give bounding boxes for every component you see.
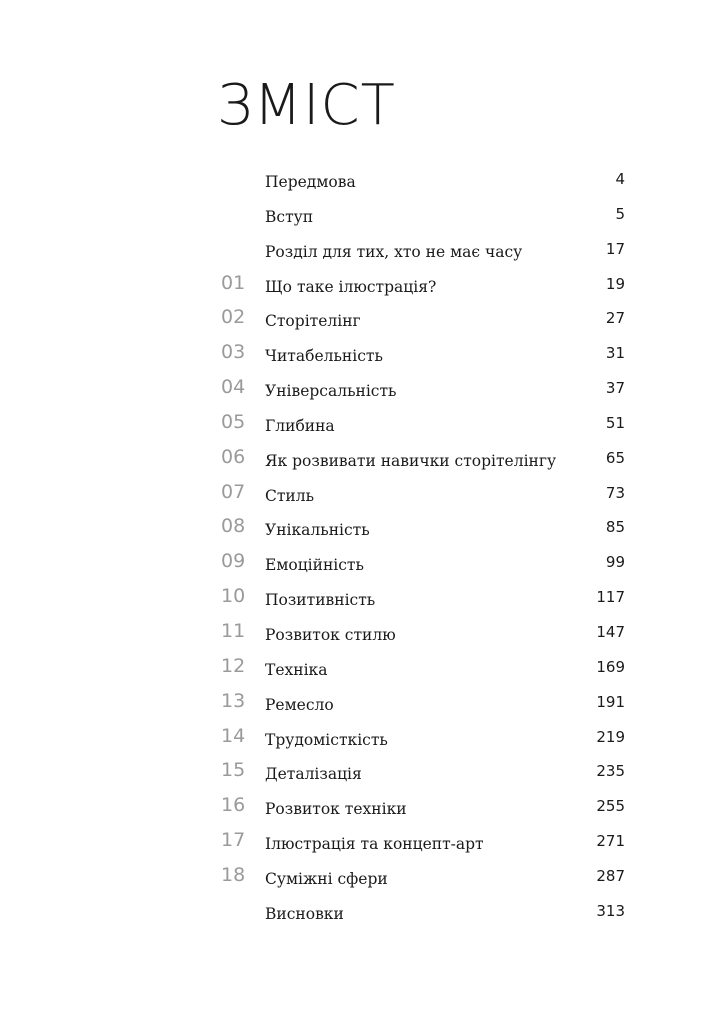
- toc-entry: [0, 514, 719, 549]
- chapter-title: Читабельність: [265, 347, 383, 366]
- chapter-title: Сторітелінг: [265, 312, 361, 331]
- toc-entry: [0, 549, 719, 584]
- chapter-number: 03: [221, 341, 246, 364]
- chapter-number: 13: [221, 689, 246, 712]
- chapter-number: 09: [221, 550, 246, 573]
- chapter-title: Як розвивати навички сторітелінгу: [265, 451, 557, 470]
- chapter-title: Універсальність: [265, 382, 397, 401]
- chapter-number: 08: [221, 515, 246, 538]
- chapter-title: Передмова: [265, 173, 356, 191]
- chapter-title: Емоційність: [265, 556, 364, 575]
- page-number: 255: [596, 797, 625, 816]
- page-number: 85: [605, 518, 625, 537]
- toc-entry: [0, 619, 719, 654]
- chapter-title: Унікальність: [265, 521, 370, 540]
- toc-entry: [0, 480, 719, 515]
- chapter-number: 14: [221, 724, 246, 747]
- chapter-title: Розвиток стилю: [265, 625, 396, 644]
- page-number: 27: [605, 309, 625, 328]
- page-number: 191: [596, 692, 625, 711]
- toc-entry: [0, 689, 719, 724]
- chapter-title: Позитивність: [265, 591, 376, 610]
- chapter-title: Суміжні сфери: [265, 869, 388, 888]
- chapter-number: 05: [221, 410, 246, 433]
- toc-entry: [0, 793, 719, 828]
- chapter-title: Висновки: [265, 904, 344, 923]
- page-number: 313: [596, 901, 625, 920]
- chapter-title: Розділ для тих, хто не має часу: [265, 242, 523, 261]
- page-number: 271: [596, 832, 625, 851]
- chapter-number: 17: [221, 829, 246, 852]
- chapter-number: 02: [221, 306, 246, 329]
- toc-entry: [0, 166, 719, 201]
- page-number: 31: [605, 344, 625, 363]
- chapter-number: 15: [221, 759, 246, 782]
- toc-entry: [0, 898, 719, 933]
- chapter-number: 04: [221, 376, 246, 399]
- table-of-contents: [0, 166, 719, 933]
- toc-entry: [0, 305, 719, 340]
- toc-entry: [0, 410, 719, 445]
- chapter-title: Вступ: [265, 207, 314, 226]
- toc-entry: [0, 375, 719, 410]
- chapter-number: 10: [221, 585, 246, 608]
- page-number: 51: [605, 413, 625, 432]
- chapter-title: Стиль: [265, 486, 315, 505]
- toc-entry: [0, 236, 719, 271]
- toc-entry: [0, 271, 719, 306]
- chapter-number: 06: [221, 445, 246, 468]
- page-number: 17: [605, 239, 625, 258]
- page-number: 117: [596, 588, 625, 607]
- toc-entry: [0, 724, 719, 759]
- toc-entry: [0, 758, 719, 793]
- toc-entry: [0, 340, 719, 375]
- chapter-number: 16: [221, 794, 246, 817]
- page-number: 235: [596, 762, 625, 781]
- page-number: 37: [605, 379, 625, 398]
- page-title: ЗМІСТ: [217, 73, 396, 138]
- page-number: 99: [605, 553, 625, 572]
- chapter-title: Ілюстрація та концепт-арт: [265, 835, 484, 854]
- chapter-number: 12: [221, 654, 246, 677]
- page-number: 287: [596, 866, 625, 885]
- page-number: 169: [596, 657, 625, 676]
- chapter-number: 01: [221, 271, 246, 294]
- toc-entry: [0, 828, 719, 863]
- page-number: 5: [615, 204, 625, 223]
- chapter-title: Глибина: [265, 416, 335, 435]
- page-number: 19: [605, 274, 625, 293]
- chapter-number: 18: [221, 863, 246, 886]
- page-number: 219: [596, 727, 625, 746]
- chapter-title: Деталізація: [265, 765, 362, 784]
- toc-entry: [0, 654, 719, 689]
- chapter-number: 07: [221, 480, 246, 503]
- chapter-title: Розвиток техніки: [265, 800, 407, 819]
- chapter-title: Що таке ілюстрація?: [265, 277, 437, 296]
- chapter-title: Трудомісткість: [265, 730, 388, 749]
- toc-entry: [0, 863, 719, 898]
- page-number: 4: [615, 170, 625, 188]
- page-number: 65: [605, 448, 625, 467]
- chapter-number: 11: [221, 619, 246, 642]
- page-number: 147: [596, 622, 625, 641]
- chapter-title: Техніка: [265, 660, 328, 679]
- toc-entry: [0, 584, 719, 619]
- toc-entry: [0, 201, 719, 236]
- toc-entry: [0, 445, 719, 480]
- chapter-title: Ремесло: [265, 695, 334, 714]
- page-number: 73: [605, 483, 625, 502]
